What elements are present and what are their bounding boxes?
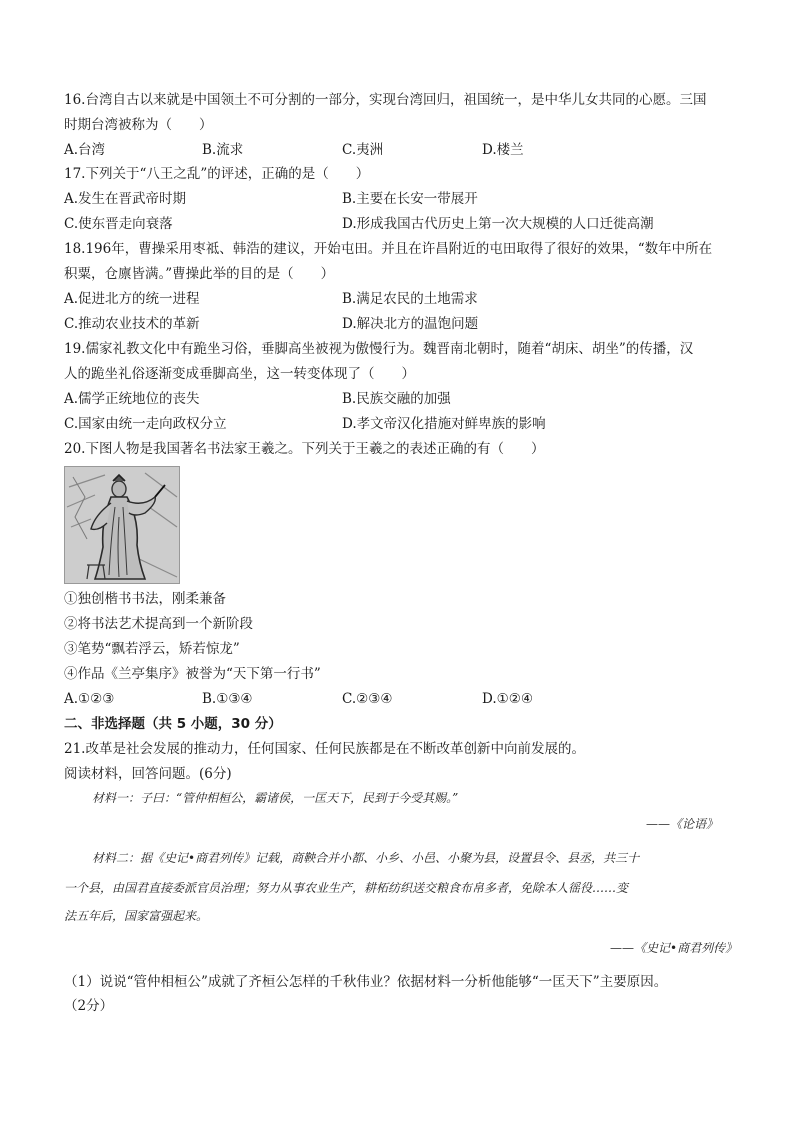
- q17-option-c: C.使东晋走向衰落: [64, 216, 173, 232]
- q18-option-a: A.促进北方的统一进程: [64, 291, 200, 307]
- q21-sub1-line1: （1）说说“管仲相桓公”成就了齐桓公怎样的千秋伟业？依据材料一分析他能够“一匡天下”主要原因。: [64, 974, 668, 990]
- q20-option-c: C.②③④: [342, 691, 393, 707]
- q19-option-c: C.国家由统一走向政权分立: [64, 416, 227, 432]
- q20-statement-1: ①独创楷书书法，刚柔兼备: [64, 591, 226, 607]
- q16-option-d: D.楼兰: [482, 142, 524, 158]
- q20-option-d: D.①②④: [482, 691, 533, 707]
- q21-material-2-line3: 法五年后，国家富强起来。: [64, 909, 209, 923]
- q20-option-b: B.①③④: [202, 691, 253, 707]
- q18-stem-line1: 18.196年，曹操采用枣祗、韩浩的建议，开始屯田。并且在许昌附近的屯田取得了很好的效果，“数年中所在: [64, 241, 713, 257]
- q19-option-a: A.儒学正统地位的丧失: [64, 391, 200, 407]
- q20-statement-3: ③笔势“飘若浮云，矫若惊龙”: [64, 641, 240, 657]
- q16-option-a: A.台湾: [64, 142, 106, 158]
- q17-stem: 17.下列关于“八王之乱”的评述，正确的是（ ）: [64, 166, 370, 182]
- q18-option-c: C.推动农业技术的革新: [64, 316, 200, 332]
- q19-stem-line2: 人的跪坐礼俗逐渐变成垂脚高坐，这一转变体现了（ ）: [64, 366, 415, 382]
- q19-stem-line1: 19.儒家礼教文化中有跪坐习俗，垂脚高坐被视为傲慢行为。魏晋南北朝时，随着“胡床、胡坐”的传播，汉: [64, 341, 694, 357]
- q17-option-b: B.主要在长安一带展开: [342, 191, 478, 207]
- q21-material-2-line1: 材料二：据《史记•商君列传》记载，商鞅合并小都、小乡、小邑、小聚为县，设置县令、县丞，共三十: [92, 851, 640, 865]
- q20-statement-4: ④作品《兰亭集序》被誉为“天下第一行书”: [64, 666, 321, 682]
- q17-option-d: D.形成我国古代历史上第一次大规模的人口迁徙高潮: [342, 216, 654, 232]
- portrait-drawing: [65, 467, 179, 583]
- q16-option-c: C.夷洲: [342, 142, 384, 158]
- q21-sub1-line2: （2分）: [64, 998, 114, 1014]
- q21-source-1: ——《论语》: [646, 817, 719, 831]
- q21-source-2: ——《史记•商君列传》: [610, 941, 738, 955]
- wang-xizhi-portrait-image: [64, 466, 180, 584]
- q18-option-b: B.满足农民的土地需求: [342, 291, 478, 307]
- q18-option-d: D.解决北方的温饱问题: [342, 316, 479, 332]
- q16-stem-line1: 16.台湾自古以来就是中国领土不可分割的一部分，实现台湾回归，祖国统一，是中华儿女共同的心愿。三国: [64, 92, 707, 108]
- section-2-heading: 二、非选择题（共 5 小题，30 分）: [64, 716, 282, 732]
- q20-statement-2: ②将书法艺术提高到一个新阶段: [64, 616, 253, 632]
- q19-option-b: B.民族交融的加强: [342, 391, 451, 407]
- q21-stem-line2: 阅读材料，回答问题。(6分): [64, 766, 232, 782]
- q21-material-1: 材料一：子曰：“管仲相桓公，霸诸侯，一匡天下，民到于今受其赐。”: [92, 791, 459, 805]
- q17-option-a: A.发生在晋武帝时期: [64, 191, 187, 207]
- q21-stem-line1: 21.改革是社会发展的推动力，任何国家、任何民族都是在不断改革创新中向前发展的。: [64, 741, 585, 757]
- q21-material-2-line2: 一个县，由国君直接委派官员治理；努力从事农业生产，耕柘纺织送交粮食布帛多者，免除本人徭役……变: [64, 881, 629, 895]
- q18-stem-line2: 积粟，仓廪皆满。”曹操此举的目的是（ ）: [64, 266, 335, 282]
- q16-option-b: B.流求: [202, 142, 244, 158]
- q16-stem-line2: 时期台湾被称为（ ）: [64, 117, 213, 133]
- q19-option-d: D.孝文帝汉化措施对鲜卑族的影响: [342, 416, 546, 432]
- q20-stem: 20.下图人物是我国著名书法家王羲之。下列关于王羲之的表述正确的有（ ）: [64, 441, 545, 457]
- q20-option-a: A.①②③: [64, 691, 115, 707]
